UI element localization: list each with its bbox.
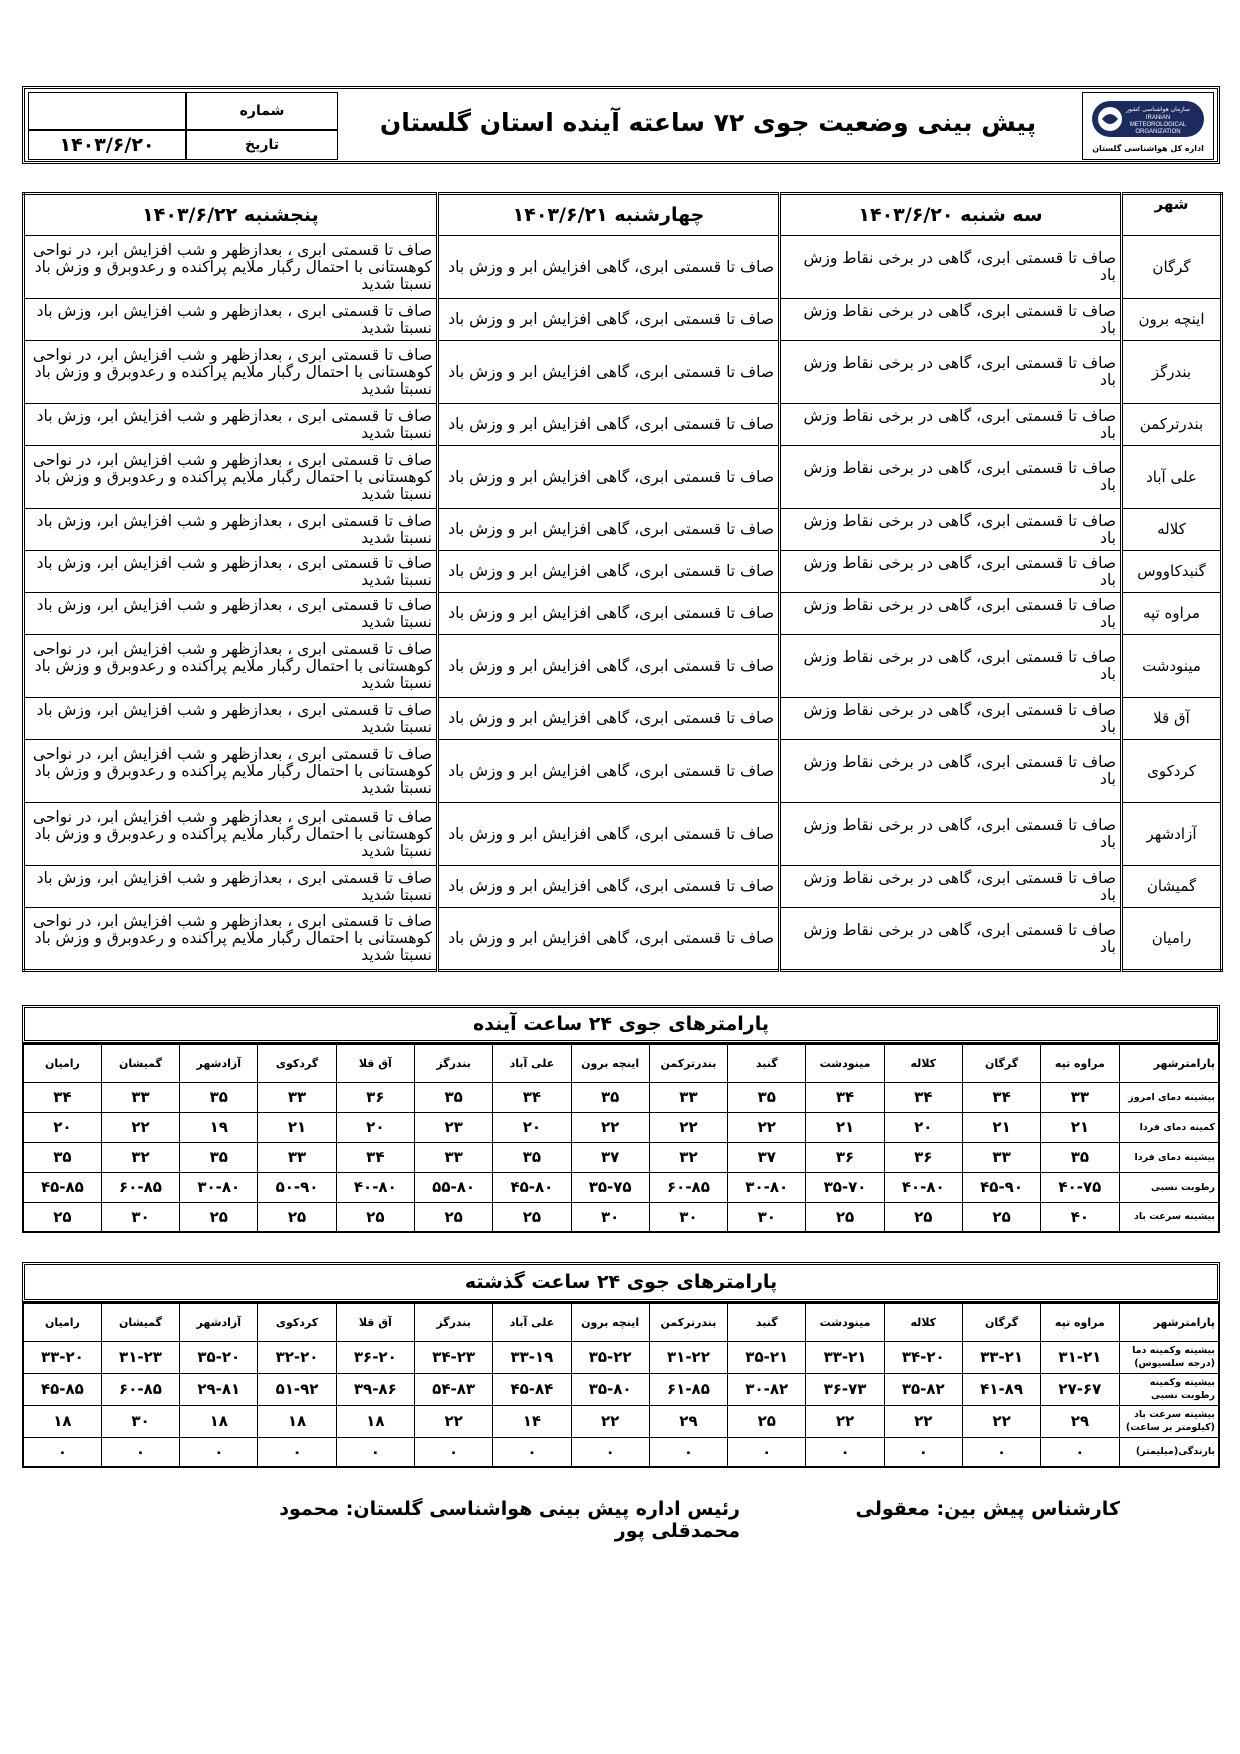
next24-value: ۳۳ — [649, 1082, 727, 1112]
next24-value: ۲۱ — [806, 1112, 884, 1142]
past24-value: ۳۲-۲۰ — [258, 1341, 336, 1373]
next24-row — [23, 1202, 1219, 1232]
city-cell: مینودشت — [1122, 635, 1222, 698]
date-label: تاریخ — [186, 130, 338, 160]
past24-value: ۳۳-۲۰ — [23, 1341, 101, 1373]
past24-value: ۳۳-۱۹ — [493, 1341, 571, 1373]
next24-value: ۳۵ — [23, 1142, 101, 1172]
day2-forecast: صاف تا قسمتی ابری، گاهی افزایش ابر و وزش باد — [438, 698, 780, 740]
city-cell: گرگان — [1122, 236, 1222, 299]
forecast-row — [24, 404, 1222, 446]
past24-value: ۰ — [728, 1437, 806, 1467]
next24-row — [23, 1172, 1219, 1202]
past24-value: ۳۱-۲۳ — [101, 1341, 179, 1373]
past24-city-header: علی آباد — [493, 1303, 571, 1341]
next24-value: ۲۰ — [336, 1112, 414, 1142]
next24-value: ۳۵ — [571, 1082, 649, 1112]
forecast-row — [24, 740, 1222, 803]
past24-city-header: کلاله — [884, 1303, 962, 1341]
past24-city-header: گرگان — [962, 1303, 1040, 1341]
day1-forecast: صاف تا قسمتی ابری، گاهی در برخی نقاط وزش باد — [780, 593, 1122, 635]
past24-value: ۲۹-۸۱ — [180, 1373, 258, 1405]
past24-value: ۰ — [806, 1437, 884, 1467]
past24-value: ۳۹-۸۶ — [336, 1373, 414, 1405]
city-cell: گنبدکاووس — [1122, 551, 1222, 593]
past24-value: ۶۱-۸۵ — [649, 1373, 727, 1405]
past24-value: ۲۲ — [962, 1405, 1040, 1437]
past24-city-header: اینچه برون — [571, 1303, 649, 1341]
forecast-row — [24, 593, 1222, 635]
past24-row — [23, 1437, 1219, 1467]
day-header-3: پنجشنبه ۱۴۰۳/۶/۲۲ — [24, 194, 438, 236]
forecast-row — [24, 698, 1222, 740]
next24-value: ۳۳ — [258, 1142, 336, 1172]
day3-forecast: صاف تا قسمتی ابری ، بعدازظهر و شب افزایش ابر، وزش باد نسبتا شدید — [24, 593, 438, 635]
past24-value: ۲۲ — [571, 1405, 649, 1437]
day2-forecast: صاف تا قسمتی ابری، گاهی افزایش ابر و وزش باد — [438, 635, 780, 698]
past24-city-header: گمیشان — [101, 1303, 179, 1341]
next24-value: ۳۵ — [728, 1082, 806, 1112]
next24-value: ۲۵ — [806, 1202, 884, 1232]
past24-value: ۰ — [571, 1437, 649, 1467]
day3-forecast: صاف تا قسمتی ابری ، بعدازظهر و شب افزایش ابر، در نواحی کوهستانی با احتمال رگبار ملایم پراکنده و رعدوبرق و وزش باد نسبتا شدید — [24, 635, 438, 698]
next24-value: ۳۴ — [806, 1082, 884, 1112]
forecast-row — [24, 803, 1222, 866]
past24-value: ۰ — [336, 1437, 414, 1467]
past24-value: ۳۵-۸۰ — [571, 1373, 649, 1405]
next24-value: ۳۰-۸۰ — [728, 1172, 806, 1202]
next24-value: ۲۵ — [336, 1202, 414, 1232]
day1-forecast: صاف تا قسمتی ابری، گاهی در برخی نقاط وزش باد — [780, 236, 1122, 299]
city-cell: کردکوی — [1122, 740, 1222, 803]
past24-row — [23, 1373, 1219, 1405]
past24-value: ۰ — [258, 1437, 336, 1467]
next24-value: ۲۵ — [23, 1202, 101, 1232]
past24-value: ۰ — [493, 1437, 571, 1467]
day1-forecast: صاف تا قسمتی ابری، گاهی در برخی نقاط وزش باد — [780, 551, 1122, 593]
next24-value: ۳۴ — [493, 1082, 571, 1112]
city-header: شهر — [1122, 194, 1222, 236]
day2-forecast: صاف تا قسمتی ابری، گاهی افزایش ابر و وزش باد — [438, 551, 780, 593]
next24-value: ۳۰ — [571, 1202, 649, 1232]
past24-value: ۰ — [180, 1437, 258, 1467]
past24-value: ۰ — [962, 1437, 1040, 1467]
next24-city-header: آزادشهر — [180, 1044, 258, 1082]
next24-value: ۲۵ — [962, 1202, 1040, 1232]
next24-value: ۳۵ — [1041, 1142, 1119, 1172]
city-cell: آزادشهر — [1122, 803, 1222, 866]
next24-value: ۳۰ — [649, 1202, 727, 1232]
past24-value: ۳۱-۲۲ — [649, 1341, 727, 1373]
next24-value: ۳۵ — [414, 1082, 492, 1112]
next24-value: ۳۳ — [258, 1082, 336, 1112]
next24-row-label: بیشینه سرعت باد — [1119, 1202, 1219, 1232]
past24-corner: پارامترشهر — [1119, 1303, 1219, 1341]
next24-value: ۲۰ — [493, 1112, 571, 1142]
past24-value: ۰ — [23, 1437, 101, 1467]
logo-box — [1082, 92, 1214, 160]
forecast-row — [24, 908, 1222, 971]
past24-value: ۴۱-۸۹ — [962, 1373, 1040, 1405]
logo-text-1: سازمان هواشناسی کشور — [1126, 106, 1190, 113]
forecast-row — [24, 341, 1222, 404]
past24-city-header: گنبد — [728, 1303, 806, 1341]
day-header-2: چهارشنبه ۱۴۰۳/۶/۲۱ — [438, 194, 780, 236]
next24-row-label: بیشینه دمای امروز — [1119, 1082, 1219, 1112]
past24-city-header: آزادشهر — [180, 1303, 258, 1341]
next24-value: ۳۶ — [884, 1142, 962, 1172]
day3-forecast: صاف تا قسمتی ابری ، بعدازظهر و شب افزایش ابر، در نواحی کوهستانی با احتمال رگبار ملایم پراکنده و رعدوبرق و وزش باد نسبتا شدید — [24, 341, 438, 404]
next24-value: ۳۳ — [414, 1142, 492, 1172]
next24-value: ۲۵ — [884, 1202, 962, 1232]
day2-forecast: صاف تا قسمتی ابری، گاهی افزایش ابر و وزش باد — [438, 509, 780, 551]
day2-forecast: صاف تا قسمتی ابری، گاهی افزایش ابر و وزش باد — [438, 236, 780, 299]
city-cell: بندرترکمن — [1122, 404, 1222, 446]
next24-value: ۶۰-۸۵ — [649, 1172, 727, 1202]
past24-value: ۱۸ — [336, 1405, 414, 1437]
next24-value: ۳۰ — [101, 1202, 179, 1232]
past24-city-header: مینودشت — [806, 1303, 884, 1341]
next24-value: ۲۲ — [728, 1112, 806, 1142]
past24-city-header: مراوه تپه — [1041, 1303, 1119, 1341]
day3-forecast: صاف تا قسمتی ابری ، بعدازظهر و شب افزایش ابر، در نواحی کوهستانی با احتمال رگبار ملایم پراکنده و رعدوبرق و وزش باد نسبتا شدید — [24, 803, 438, 866]
logo-text-3: METEOROLOGICAL — [1129, 122, 1187, 128]
forecast-row — [24, 866, 1222, 908]
next24-value: ۶۰-۸۵ — [101, 1172, 179, 1202]
next24-value: ۴۵-۸۵ — [23, 1172, 101, 1202]
city-cell: بندرگز — [1122, 341, 1222, 404]
next24-title: پارامترهای جوی ۲۴ ساعت آینده — [22, 1005, 1220, 1043]
date-value: ۱۴۰۳/۶/۲۰ — [28, 130, 186, 160]
next24-value: ۳۴ — [962, 1082, 1040, 1112]
next24-city-header: گنبد — [728, 1044, 806, 1082]
next24-value: ۳۴ — [336, 1142, 414, 1172]
forecast-row — [24, 635, 1222, 698]
next24-city-header: گردکوی — [258, 1044, 336, 1082]
day1-forecast: صاف تا قسمتی ابری، گاهی در برخی نقاط وزش باد — [780, 446, 1122, 509]
past24-value: ۳۶-۲۰ — [336, 1341, 414, 1373]
past24-value: ۱۴ — [493, 1405, 571, 1437]
next24-value: ۵۰-۹۰ — [258, 1172, 336, 1202]
number-label: شماره — [186, 92, 338, 130]
past24-value: ۱۸ — [180, 1405, 258, 1437]
next24-value: ۳۰-۸۰ — [180, 1172, 258, 1202]
past24-value: ۰ — [1041, 1437, 1119, 1467]
number-value-cell — [28, 92, 186, 130]
past24-value: ۳۰ — [101, 1405, 179, 1437]
next24-city-header: اینچه برون — [571, 1044, 649, 1082]
city-cell: گمیشان — [1122, 866, 1222, 908]
next24-value: ۳۲ — [101, 1142, 179, 1172]
meteorological-logo-icon — [1088, 95, 1208, 143]
past24-value: ۰ — [101, 1437, 179, 1467]
past24-value: ۳۶-۷۳ — [806, 1373, 884, 1405]
past24-value: ۲۲ — [884, 1405, 962, 1437]
day1-forecast: صاف تا قسمتی ابری، گاهی در برخی نقاط وزش باد — [780, 740, 1122, 803]
day3-forecast: صاف تا قسمتی ابری ، بعدازظهر و شب افزایش ابر، در نواحی کوهستانی با احتمال رگبار ملایم پراکنده و رعدوبرق و وزش باد نسبتا شدید — [24, 908, 438, 971]
past24-value: ۳۳-۲۱ — [806, 1341, 884, 1373]
next24-value: ۳۴ — [23, 1082, 101, 1112]
past24-value: ۳۰-۸۲ — [728, 1373, 806, 1405]
next24-city-header: رامیان — [23, 1044, 101, 1082]
forecast-rows — [24, 236, 1222, 971]
city-cell: مراوه تپه — [1122, 593, 1222, 635]
day1-forecast: صاف تا قسمتی ابری، گاهی در برخی نقاط وزش باد — [780, 908, 1122, 971]
next24-city-header: گمیشان — [101, 1044, 179, 1082]
day3-forecast: صاف تا قسمتی ابری ، بعدازظهر و شب افزایش ابر، در نواحی کوهستانی با احتمال رگبار ملایم پراکنده و رعدوبرق و وزش باد نسبتا شدید — [24, 446, 438, 509]
day1-forecast: صاف تا قسمتی ابری، گاهی در برخی نقاط وزش باد — [780, 866, 1122, 908]
city-cell: علی آباد — [1122, 446, 1222, 509]
next24-value: ۲۲ — [571, 1112, 649, 1142]
past24-value: ۵۱-۹۲ — [258, 1373, 336, 1405]
day2-forecast: صاف تا قسمتی ابری، گاهی افزایش ابر و وزش باد — [438, 341, 780, 404]
next24-value: ۳۵-۷۵ — [571, 1172, 649, 1202]
next24-city-header: مراوه تپه — [1041, 1044, 1119, 1082]
day3-forecast: صاف تا قسمتی ابری ، بعدازظهر و شب افزایش ابر، وزش باد نسبتا شدید — [24, 866, 438, 908]
past24-value: ۴۵-۸۵ — [23, 1373, 101, 1405]
page-title: پیش بینی وضعیت جوی ۷۲ ساعته آینده استان گلستان — [379, 107, 1037, 137]
next24-value: ۴۰-۷۵ — [1041, 1172, 1119, 1202]
next24-value: ۳۴ — [884, 1082, 962, 1112]
next24-value: ۲۲ — [101, 1112, 179, 1142]
next24-corner: پارامترشهر — [1119, 1044, 1219, 1082]
next24-value: ۳۰ — [728, 1202, 806, 1232]
day2-forecast: صاف تا قسمتی ابری، گاهی افزایش ابر و وزش باد — [438, 740, 780, 803]
past24-row — [23, 1341, 1219, 1373]
next24-row — [23, 1082, 1219, 1112]
next24-value: ۳۷ — [571, 1142, 649, 1172]
forecast-row — [24, 446, 1222, 509]
next24-city-header: بندرگز — [414, 1044, 492, 1082]
day-header-1: سه شنبه ۱۴۰۳/۶/۲۰ — [780, 194, 1122, 236]
past24-row-label: بیشینه سرعت باد (کیلومتر بر ساعت) — [1119, 1405, 1219, 1437]
next24-value: ۳۳ — [101, 1082, 179, 1112]
next24-value: ۵۵-۸۰ — [414, 1172, 492, 1202]
next24-value: ۳۲ — [649, 1142, 727, 1172]
next24-value: ۴۵-۸۰ — [493, 1172, 571, 1202]
next24-value: ۲۰ — [884, 1112, 962, 1142]
next24-row — [23, 1142, 1219, 1172]
day1-forecast: صاف تا قسمتی ابری، گاهی در برخی نقاط وزش باد — [780, 341, 1122, 404]
past24-value: ۰ — [884, 1437, 962, 1467]
next24-city-header: گرگان — [962, 1044, 1040, 1082]
logo-caption: اداره کل هواشناسی گلستان — [1092, 144, 1204, 153]
day3-forecast: صاف تا قسمتی ابری ، بعدازظهر و شب افزایش ابر، در نواحی کوهستانی با احتمال رگبار ملایم پراکنده و رعدوبرق و وزش باد نسبتا شدید — [24, 740, 438, 803]
forecast-row — [24, 299, 1222, 341]
next24-value: ۲۱ — [258, 1112, 336, 1142]
past24-header-row — [23, 1303, 1219, 1341]
day2-forecast: صاف تا قسمتی ابری، گاهی افزایش ابر و وزش باد — [438, 866, 780, 908]
past24-row-label: بیشینه وکمینه دما (درجه سلسیوس) — [1119, 1341, 1219, 1373]
past24-value: ۲۲ — [806, 1405, 884, 1437]
past24-city-header: آق قلا — [336, 1303, 414, 1341]
past24-value: ۰ — [414, 1437, 492, 1467]
next24-row-label: کمینه دمای فردا — [1119, 1112, 1219, 1142]
next24-city-header: بندرترکمن — [649, 1044, 727, 1082]
day1-forecast: صاف تا قسمتی ابری، گاهی در برخی نقاط وزش باد — [780, 509, 1122, 551]
next24-value: ۲۵ — [493, 1202, 571, 1232]
city-cell: آق قلا — [1122, 698, 1222, 740]
city-cell: کلاله — [1122, 509, 1222, 551]
next24-value: ۳۷ — [728, 1142, 806, 1172]
past24-table — [22, 1302, 1220, 1468]
past24-value: ۶۰-۸۵ — [101, 1373, 179, 1405]
next24-value: ۳۵ — [180, 1082, 258, 1112]
next24-value: ۳۳ — [1041, 1082, 1119, 1112]
forecast-row — [24, 551, 1222, 593]
next24-value: ۲۱ — [1041, 1112, 1119, 1142]
next24-city-header: علی آباد — [493, 1044, 571, 1082]
past24-value: ۳۵-۲۱ — [728, 1341, 806, 1373]
next24-value: ۲۰ — [23, 1112, 101, 1142]
past24-city-header: بندرگز — [414, 1303, 492, 1341]
day3-forecast: صاف تا قسمتی ابری ، بعدازظهر و شب افزایش ابر، وزش باد نسبتا شدید — [24, 551, 438, 593]
forecast-row — [24, 236, 1222, 299]
day2-forecast: صاف تا قسمتی ابری، گاهی افزایش ابر و وزش باد — [438, 908, 780, 971]
past24-value: ۲۷-۶۷ — [1041, 1373, 1119, 1405]
past24-value: ۳۱-۲۱ — [1041, 1341, 1119, 1373]
forecast-table — [22, 192, 1223, 972]
past24-value: ۲۹ — [649, 1405, 727, 1437]
past24-value: ۲۲ — [414, 1405, 492, 1437]
next24-value: ۲۳ — [414, 1112, 492, 1142]
day3-forecast: صاف تا قسمتی ابری ، بعدازظهر و شب افزایش ابر، وزش باد نسبتا شدید — [24, 299, 438, 341]
logo-text-2: IRANIAN — [1145, 115, 1171, 121]
past24-value: ۳۴-۲۰ — [884, 1341, 962, 1373]
city-cell: اینچه برون — [1122, 299, 1222, 341]
next24-row-label: بیشینه دمای فردا — [1119, 1142, 1219, 1172]
past24-city-header: کردکوی — [258, 1303, 336, 1341]
past24-value: ۳۵-۲۲ — [571, 1341, 649, 1373]
day3-forecast: صاف تا قسمتی ابری ، بعدازظهر و شب افزایش ابر، وزش باد نسبتا شدید — [24, 698, 438, 740]
day2-forecast: صاف تا قسمتی ابری، گاهی افزایش ابر و وزش باد — [438, 404, 780, 446]
next24-value: ۳۵ — [493, 1142, 571, 1172]
next24-value: ۳۶ — [806, 1142, 884, 1172]
next24-value: ۳۵-۷۰ — [806, 1172, 884, 1202]
past24-row-label: بیشینه وکمینه رطوبت نسبی — [1119, 1373, 1219, 1405]
next24-row — [23, 1112, 1219, 1142]
next24-value: ۴۰-۸۰ — [884, 1172, 962, 1202]
next24-city-header: آق قلا — [336, 1044, 414, 1082]
next24-value: ۳۳ — [962, 1142, 1040, 1172]
past24-value: ۵۴-۸۳ — [414, 1373, 492, 1405]
day3-forecast: صاف تا قسمتی ابری ، بعدازظهر و شب افزایش ابر، وزش باد نسبتا شدید — [24, 404, 438, 446]
next24-value: ۲۲ — [649, 1112, 727, 1142]
day3-forecast: صاف تا قسمتی ابری ، بعدازظهر و شب افزایش ابر، در نواحی کوهستانی با احتمال رگبار ملایم پراکنده و رعدوبرق و وزش باد نسبتا شدید — [24, 236, 438, 299]
past24-value: ۲۵ — [728, 1405, 806, 1437]
next24-value: ۴۰-۸۰ — [336, 1172, 414, 1202]
chief-name: رئیس اداره پیش بینی هواشناسی گلستان: محمود محمدقلی پور — [279, 1498, 740, 1542]
past24-title: پارامترهای جوی ۲۴ ساعت گذشته — [22, 1262, 1220, 1302]
day2-forecast: صاف تا قسمتی ابری، گاهی افزایش ابر و وزش باد — [438, 299, 780, 341]
day3-forecast: صاف تا قسمتی ابری ، بعدازظهر و شب افزایش ابر، وزش باد نسبتا شدید — [24, 509, 438, 551]
next24-value: ۴۵-۹۰ — [962, 1172, 1040, 1202]
next24-value: ۱۹ — [180, 1112, 258, 1142]
next24-header-row — [23, 1044, 1219, 1082]
past24-value: ۳۵-۲۰ — [180, 1341, 258, 1373]
next24-value: ۴۰ — [1041, 1202, 1119, 1232]
day1-forecast: صاف تا قسمتی ابری، گاهی در برخی نقاط وزش باد — [780, 404, 1122, 446]
forecast-row — [24, 509, 1222, 551]
past24-value: ۳۴-۲۳ — [414, 1341, 492, 1373]
next24-value: ۲۱ — [962, 1112, 1040, 1142]
next24-value: ۳۶ — [336, 1082, 414, 1112]
logo-text-4: ORGANIZATION — [1135, 129, 1181, 135]
past24-value: ۲۹ — [1041, 1405, 1119, 1437]
past24-value: ۱۸ — [23, 1405, 101, 1437]
next24-value: ۲۵ — [180, 1202, 258, 1232]
day1-forecast: صاف تا قسمتی ابری، گاهی در برخی نقاط وزش باد — [780, 299, 1122, 341]
next24-value: ۳۵ — [180, 1142, 258, 1172]
past24-city-header: رامیان — [23, 1303, 101, 1341]
past24-value: ۳۵-۸۲ — [884, 1373, 962, 1405]
past24-value: ۰ — [649, 1437, 727, 1467]
day2-forecast: صاف تا قسمتی ابری، گاهی افزایش ابر و وزش باد — [438, 803, 780, 866]
next24-value: ۲۵ — [258, 1202, 336, 1232]
next24-city-header: کلاله — [884, 1044, 962, 1082]
past24-city-header: بندرترکمن — [649, 1303, 727, 1341]
next24-city-header: مینودشت — [806, 1044, 884, 1082]
past24-row-label: بارندگی(میلیمتر) — [1119, 1437, 1219, 1467]
day2-forecast: صاف تا قسمتی ابری، گاهی افزایش ابر و وزش باد — [438, 593, 780, 635]
day1-forecast: صاف تا قسمتی ابری، گاهی در برخی نقاط وزش باد — [780, 635, 1122, 698]
day1-forecast: صاف تا قسمتی ابری، گاهی در برخی نقاط وزش باد — [780, 698, 1122, 740]
past24-value: ۴۵-۸۴ — [493, 1373, 571, 1405]
next24-table — [22, 1043, 1220, 1233]
past24-value: ۱۸ — [258, 1405, 336, 1437]
city-cell: رامیان — [1122, 908, 1222, 971]
next24-row-label: رطوبت نسبی — [1119, 1172, 1219, 1202]
day2-forecast: صاف تا قسمتی ابری، گاهی افزایش ابر و وزش باد — [438, 446, 780, 509]
forecaster-name: کارشناس پیش بین: معقولی — [855, 1498, 1120, 1520]
day1-forecast: صاف تا قسمتی ابری، گاهی در برخی نقاط وزش باد — [780, 803, 1122, 866]
past24-value: ۳۳-۲۱ — [962, 1341, 1040, 1373]
next24-value: ۲۵ — [414, 1202, 492, 1232]
past24-row — [23, 1405, 1219, 1437]
